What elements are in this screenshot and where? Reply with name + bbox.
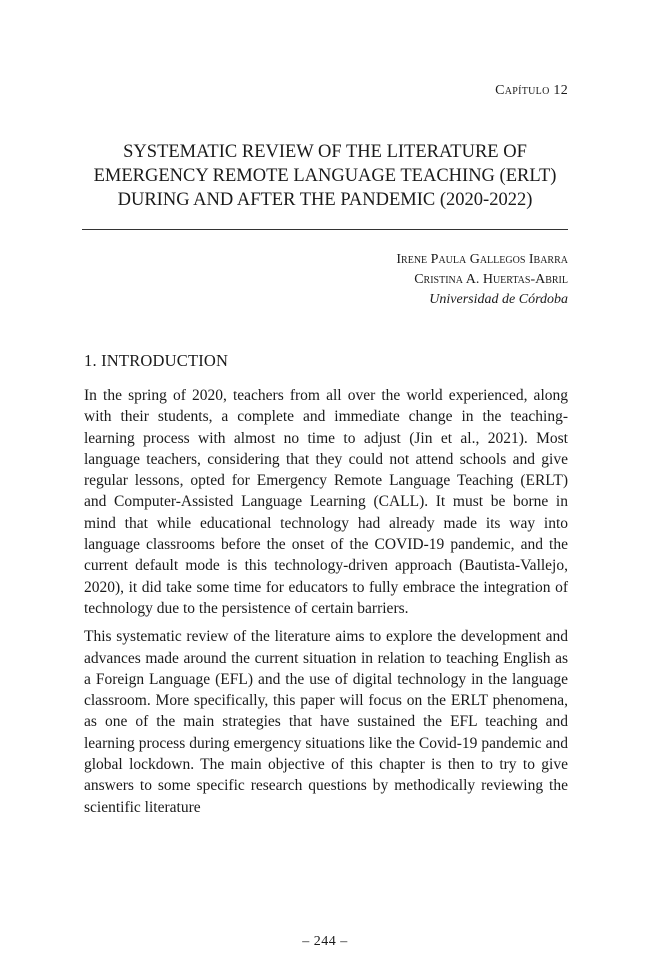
author-name: Irene Paula Gallegos Ibarra — [396, 252, 568, 267]
chapter-label: Capítulo 12 — [495, 83, 568, 98]
author-name: Cristina A. Huertas-Abril — [414, 272, 568, 287]
chapter-title-line: DURING AND AFTER THE PANDEMIC (2020-2022) — [117, 190, 533, 210]
chapter-title — [82, 140, 568, 212]
body-text — [84, 385, 568, 825]
paragraph: In the spring of 2020, teachers from all over the world experienced, along with their students, a complete and immediate change in the teaching-learning process with almost no time to adjust (Jin et al., 2021). Most language teachers, considering that they could not attend schools and give regular lessons, opted for Emergency Remote Language Teaching (ERLT) and Computer-Assisted Language Learning (CALL). It must be borne in mind that while educational technology had already made its way into language classrooms before the onset of the COVID-19 pandemic, and the current default mode is this technology-driven approach (Bautista-Vallejo, 2020), it did take some time for educators to fully embrace the integration of technology due to the persistence of certain barriers. — [84, 387, 568, 617]
author-block — [396, 250, 568, 310]
author-affiliation: Universidad de Córdoba — [429, 292, 568, 307]
section-heading: 1. INTRODUCTION — [84, 351, 229, 370]
paragraph: This systematic review of the literature aims to explore the development and advances made around the current situation in relation to teaching English as a Foreign Language (EFL) and the use of digital technology in the language classroom. More specifically, this paper will focus on the ERLT phenomena, as one of the main strategies that have sustained the EFL teaching and learning process during emergency situations like the Covid-19 pandemic and global lockdown. The main objective of this chapter is then to try to give answers to some specific research questions by methodically reviewing the scientific literature — [84, 628, 568, 816]
chapter-title-line: SYSTEMATIC REVIEW OF THE LITERATURE OF — [123, 142, 527, 162]
title-divider — [82, 229, 568, 230]
page-number: – 244 – — [302, 934, 348, 949]
chapter-title-line: EMERGENCY REMOTE LANGUAGE TEACHING (ERLT) — [93, 166, 557, 186]
